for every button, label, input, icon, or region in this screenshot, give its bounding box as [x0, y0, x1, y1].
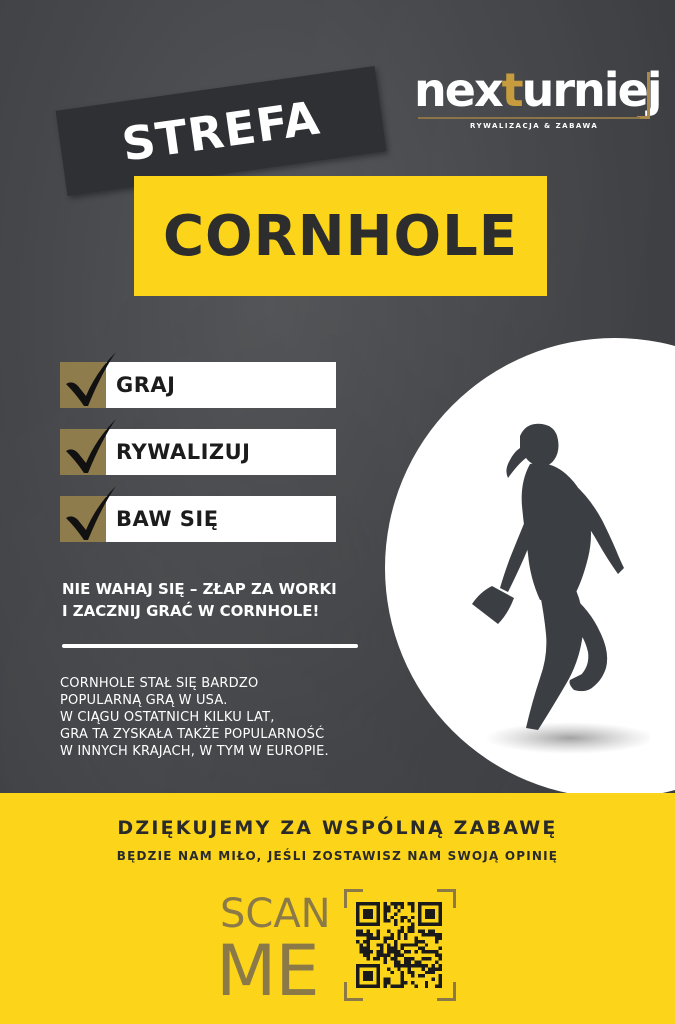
checklist-item-graj — [60, 362, 336, 408]
strefa-title: STREFA — [118, 90, 324, 172]
checklist-label: GRAJ — [116, 373, 176, 397]
me-label: ME — [216, 930, 319, 1012]
opinion-subheading: BĘDZIE NAM MIŁO, JEŚLI ZOSTAWISZ NAM SWOJĄ OPINIĘ — [116, 849, 559, 863]
check-mark-icon — [62, 417, 120, 475]
divider — [62, 644, 358, 648]
logo-tagline: RYWALIZACJA & ZABAWA — [470, 122, 599, 130]
description — [60, 675, 380, 760]
description-line: W INNYCH KRAJACH, W TYM W EUROPIE. — [60, 744, 329, 759]
logo-part-2: urniej — [521, 63, 661, 117]
footer-banner — [0, 793, 675, 1024]
scan-label: SCAN — [220, 891, 331, 937]
checklist-item-baw-sie — [60, 496, 336, 542]
player-silhouette-icon — [470, 418, 650, 758]
logo-wordmark — [414, 64, 661, 116]
cta-line-1: NIE WAHAJ SIĘ – ZŁAP ZA WORKI — [62, 580, 337, 598]
checklist-bar — [106, 496, 336, 542]
logo-underline — [418, 117, 640, 119]
thanks-heading: DZIĘKUJEMY ZA WSPÓLNĄ ZABAWĘ — [117, 817, 558, 839]
cta-line-2: I ZACZNIJ GRAĆ W CORNHOLE! — [62, 602, 320, 620]
check-mark-icon — [62, 350, 120, 408]
description-line: CORNHOLE STAŁ SIĘ BARDZO — [60, 676, 259, 691]
cornhole-title: CORNHOLE — [162, 203, 519, 269]
checklist-label: RYWALIZUJ — [116, 440, 251, 464]
checklist-item-rywalizuj — [60, 429, 336, 475]
checklist-label: BAW SIĘ — [116, 507, 219, 531]
checklist-bar — [106, 429, 336, 475]
logo-part-1: nex — [414, 63, 502, 117]
logo-accent-letter: t — [501, 63, 522, 117]
checklist-bar — [106, 362, 336, 408]
nexturniej-logo — [412, 63, 661, 134]
description-line: POPULARNĄ GRĄ W USA. — [60, 693, 228, 708]
check-mark-icon — [62, 484, 120, 542]
call-to-action — [62, 578, 382, 622]
qr-code[interactable] — [356, 902, 442, 988]
logo-bracket-icon — [637, 72, 650, 119]
cornhole-banner — [134, 176, 547, 296]
description-line: W CIĄGU OSTATNICH KILKU LAT, — [60, 710, 275, 725]
description-line: GRA TA ZYSKAŁA TAKŻE POPULARNOŚĆ — [60, 727, 325, 742]
